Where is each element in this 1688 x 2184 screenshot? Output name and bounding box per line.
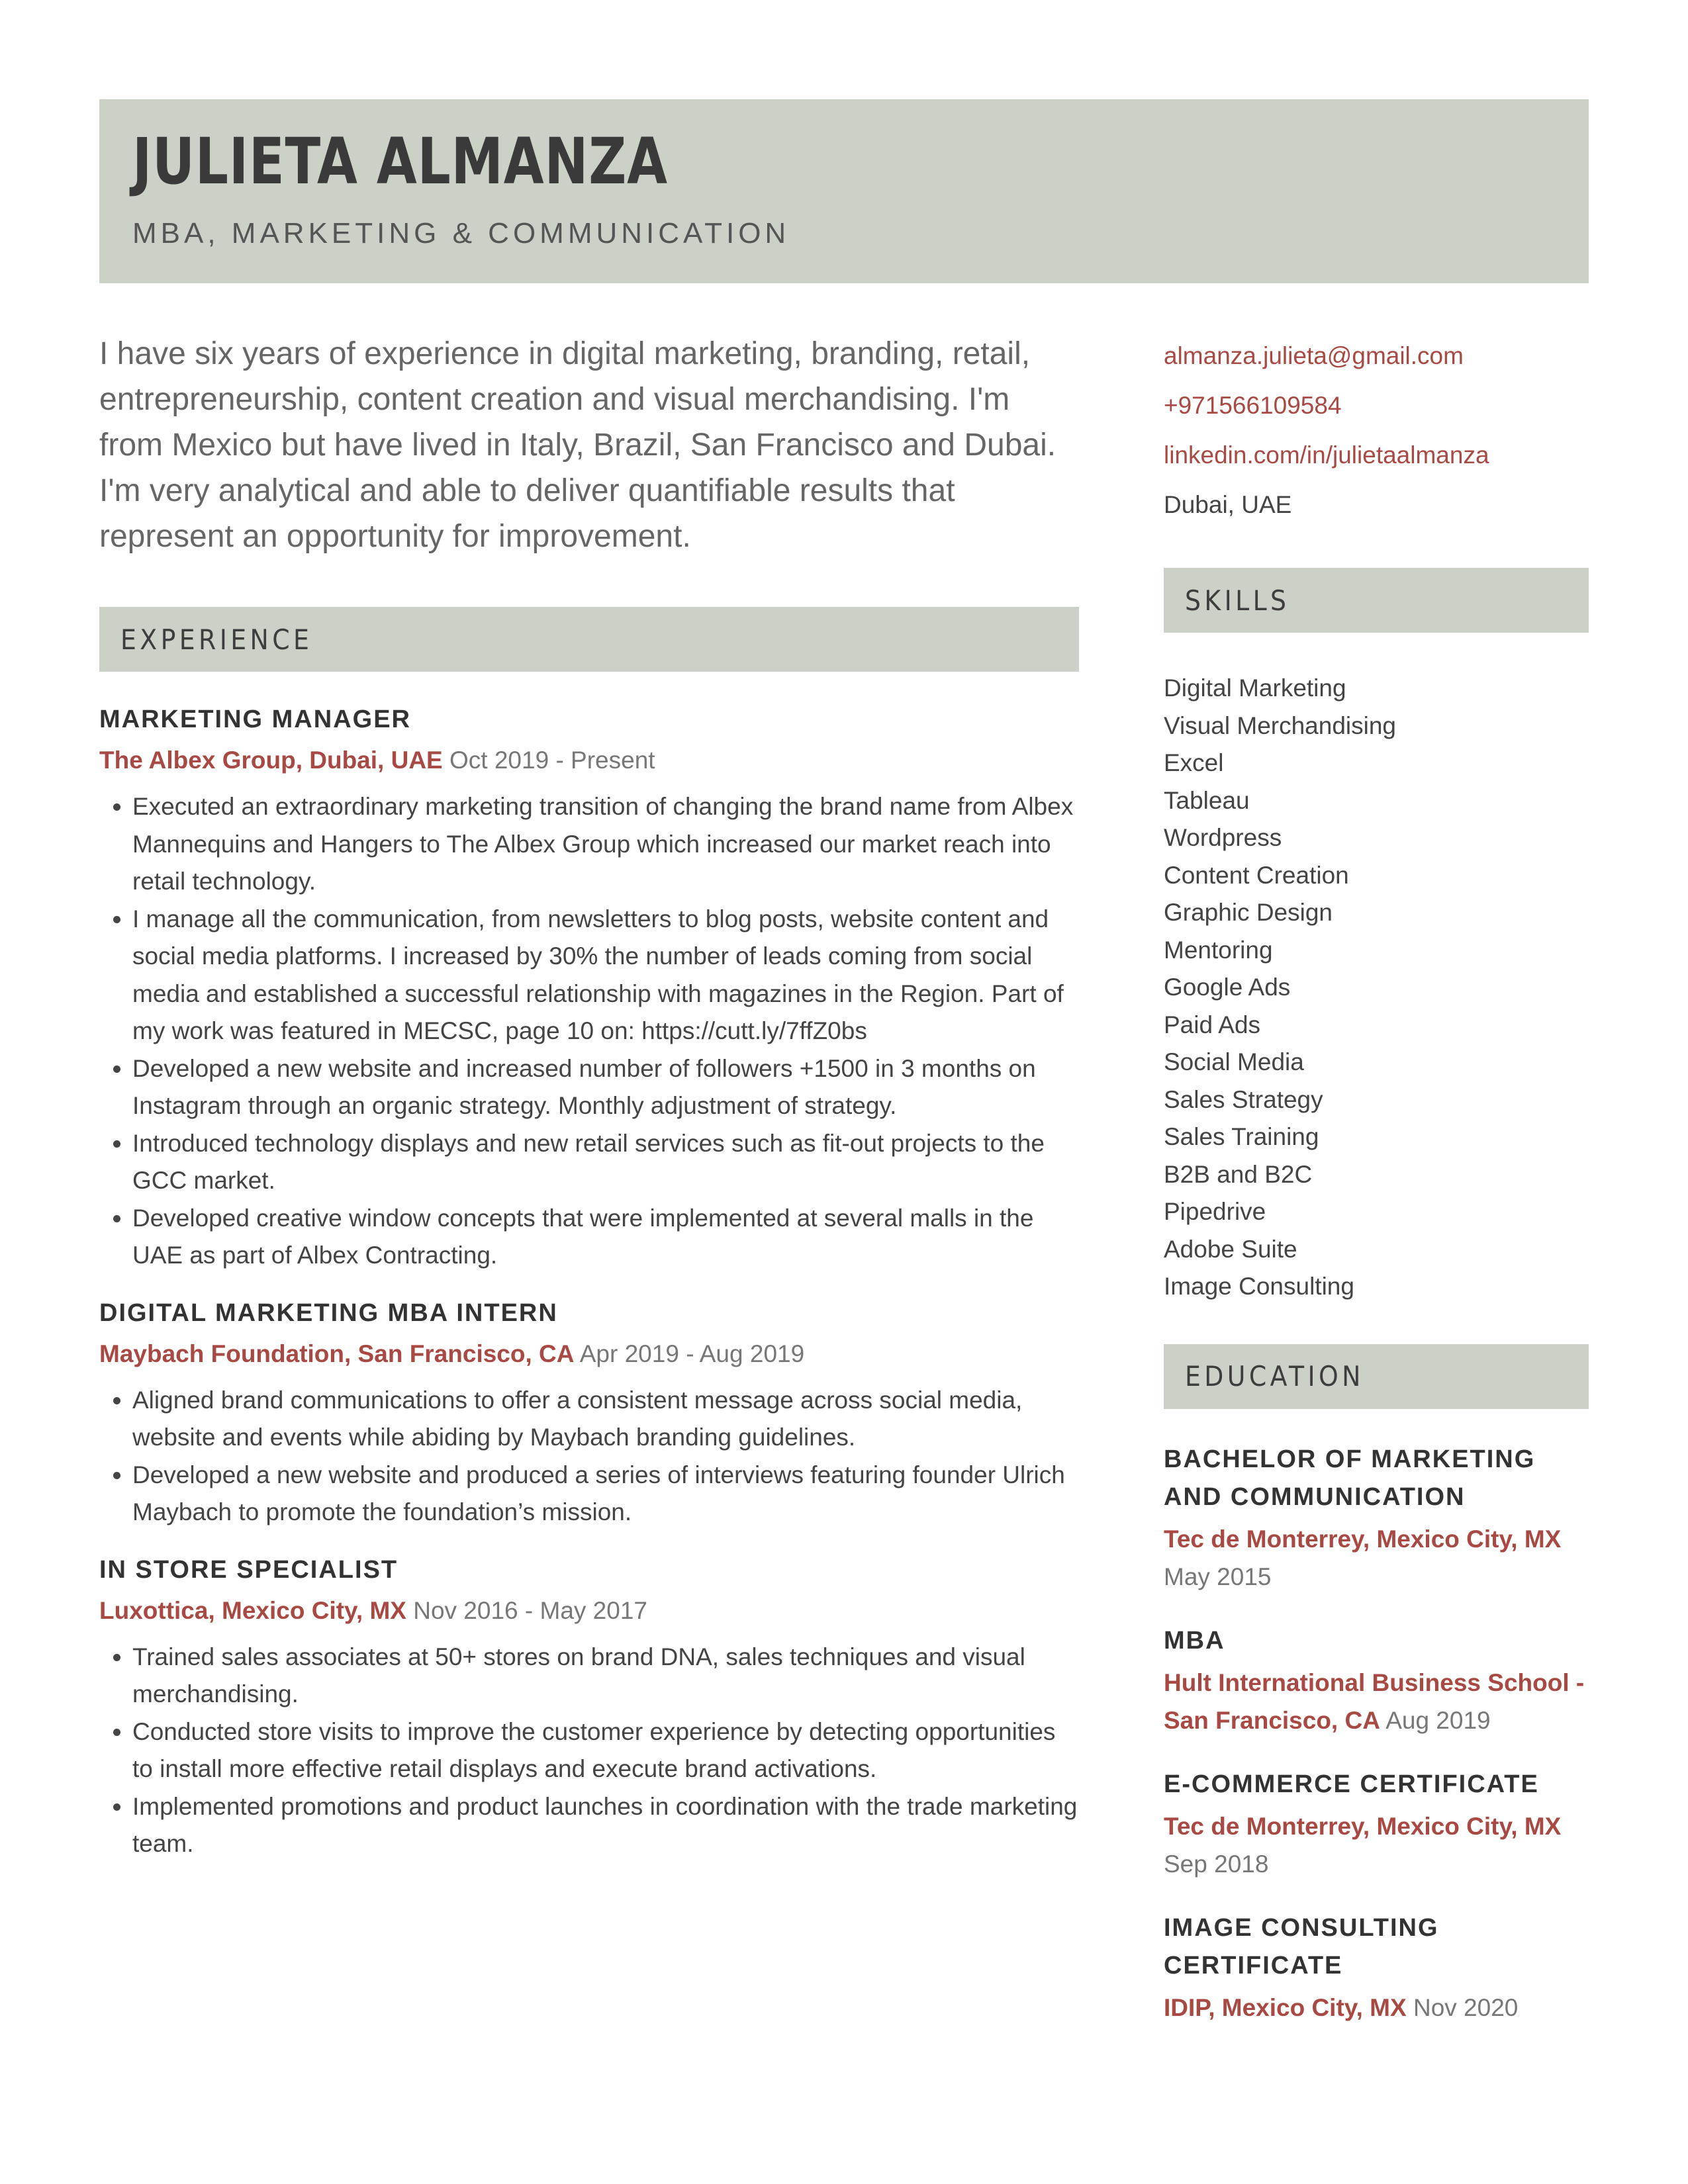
- skill-item: Paid Ads: [1164, 1011, 1261, 1038]
- skill-item: Mentoring: [1164, 936, 1273, 964]
- skill-item: Wordpress: [1164, 824, 1282, 851]
- school-name: Tec de Monterrey, Mexico City, MX: [1164, 1812, 1562, 1840]
- job-bullet: • Executed an extraordinary marketing transition of changing the brand name from Albex Mannequins and Hangers to The Albex Group which increased our market reach into retail technology.: [132, 788, 1079, 901]
- job-title: MARKETING MANAGER: [99, 705, 411, 733]
- skill-item: Pipedrive: [1164, 1198, 1266, 1225]
- job-organization: Maybach Foundation, San Francisco, CA: [99, 1340, 575, 1367]
- skill-item: B2B and B2C: [1164, 1160, 1313, 1188]
- experience-heading: EXPERIENCE: [120, 623, 313, 656]
- education-date: Aug 2019: [1385, 1706, 1491, 1734]
- sidebar-column: [1164, 331, 1589, 2026]
- job-bullet: • Conducted store visits to improve the customer experience by detecting opportunities to install more effective retail displays and execute brand activations.: [132, 1713, 1079, 1788]
- degree-title: BACHELOR OF MARKETING AND COMMUNICATION: [1164, 1445, 1536, 1511]
- profile-summary: I have six years of experience in digital marketing, branding, retail, entrepreneurship, content creation and visual merchandising. I'm from Mexico but have lived in Italy, Brazil, San Francisco and Dubai. I'm very analytical and able to deliver quantifiable results that represent an opportunity for improvement.: [99, 336, 1056, 554]
- school-line: [1164, 1664, 1589, 1739]
- education-entry: [1164, 1622, 1589, 1739]
- skill-item: Social Media: [1164, 1048, 1304, 1075]
- skill-item: Content Creation: [1164, 861, 1349, 889]
- email-link[interactable]: almanza.julieta@gmail.com: [1164, 342, 1464, 369]
- job-bullet: • Developed a new website and produced a series of interviews featuring founder Ulrich Maybach to promote the foundation’s mission.: [132, 1457, 1079, 1531]
- skills-heading: SKILLS: [1185, 584, 1290, 617]
- school-name: IDIP, Mexico City, MX: [1164, 1993, 1407, 2021]
- job-bullet: • I manage all the communication, from newsletters to blog posts, website content and social media platforms. I increased by 30% the number of leads coming from social media and established a successful relationship with magazines in the Region. Part of my work was featured in MECSC, page 10 on: https://cutt.ly/7ffZ0bs: [132, 901, 1079, 1050]
- skill-item: Sales Strategy: [1164, 1085, 1323, 1113]
- education-date: Nov 2020: [1413, 1993, 1519, 2021]
- job-title: IN STORE SPECIALIST: [99, 1555, 399, 1584]
- job-dates: Oct 2019 - Present: [449, 747, 655, 774]
- school-line: [1164, 1989, 1589, 2026]
- skill-item: Visual Merchandising: [1164, 711, 1397, 739]
- job-meta: [99, 1336, 1079, 1373]
- job-bullet: • Implemented promotions and product launches in coordination with the trade marketing team.: [132, 1788, 1079, 1863]
- school-name: Tec de Monterrey, Mexico City, MX: [1164, 1525, 1562, 1553]
- job-bullets: [99, 788, 1079, 1275]
- job-organization: The Albex Group, Dubai, UAE: [99, 747, 443, 774]
- main-column: [99, 331, 1079, 1863]
- job-bullet: • Introduced technology displays and new retail services such as fit-out projects to the GCC market.: [132, 1125, 1079, 1200]
- skill-item: Graphic Design: [1164, 899, 1333, 926]
- job-bullets: [99, 1382, 1079, 1531]
- candidate-tagline: MBA, MARKETING & COMMUNICATION: [132, 217, 790, 250]
- job-bullet: • Developed a new website and increased number of followers +1500 in 3 months on Instagram through an organic strategy. Monthly adjustment of strategy.: [132, 1050, 1079, 1125]
- education-entry: [1164, 1766, 1589, 1883]
- job-entry: [99, 1297, 1079, 1531]
- school-name: Hult International Business School - San Francisco, CA: [1164, 1668, 1585, 1734]
- education-heading: EDUCATION: [1185, 1360, 1364, 1392]
- job-dates: Apr 2019 - Aug 2019: [579, 1340, 805, 1367]
- education-entry: [1164, 1441, 1589, 1596]
- job-bullet: • Developed creative window concepts that were implemented at several malls in the UAE as part of Albex Contracting.: [132, 1200, 1079, 1275]
- degree-title: IMAGE CONSULTING CERTIFICATE: [1164, 1913, 1439, 1979]
- phone-link[interactable]: +971566109584: [1164, 392, 1342, 419]
- job-dates: Nov 2016 - May 2017: [413, 1596, 647, 1624]
- linkedin-link[interactable]: linkedin.com/in/julietaalmanza: [1164, 441, 1489, 469]
- skill-item: Digital Marketing: [1164, 674, 1346, 702]
- job-meta: [99, 1592, 1079, 1629]
- education-date: May 2015: [1164, 1563, 1272, 1590]
- job-meta: [99, 742, 1079, 779]
- job-bullet: • Aligned brand communications to offer a consistent message across social media, website and events while abiding by Maybach branding guidelines.: [132, 1382, 1079, 1457]
- skill-item: Google Ads: [1164, 974, 1291, 1001]
- skill-item: Excel: [1164, 749, 1224, 776]
- job-bullet: • Trained sales associates at 50+ stores on brand DNA, sales techniques and visual merchandising.: [132, 1639, 1079, 1713]
- location-text: Dubai, UAE: [1164, 491, 1292, 518]
- job-title: DIGITAL MARKETING MBA INTERN: [99, 1298, 558, 1327]
- degree-title: E-COMMERCE CERTIFICATE: [1164, 1770, 1539, 1798]
- candidate-name: JULIETA ALMANZA: [132, 124, 668, 199]
- skill-item: Tableau: [1164, 786, 1250, 814]
- skill-item: Image Consulting: [1164, 1273, 1354, 1300]
- job-entry: [99, 1554, 1079, 1863]
- education-date: Sep 2018: [1164, 1850, 1269, 1878]
- job-entry: [99, 704, 1079, 1275]
- job-organization: Luxottica, Mexico City, MX: [99, 1596, 406, 1624]
- resume-header: [99, 99, 1589, 283]
- skill-item: Sales Training: [1164, 1123, 1319, 1150]
- degree-title: MBA: [1164, 1626, 1225, 1655]
- contact-block: [1164, 331, 1589, 529]
- education-heading-bar: [1164, 1344, 1589, 1409]
- skills-heading-bar: [1164, 568, 1589, 633]
- skills-list: [1164, 670, 1589, 1306]
- skill-item: Adobe Suite: [1164, 1235, 1297, 1263]
- education-entry: [1164, 1909, 1589, 2026]
- job-bullets: [99, 1639, 1079, 1863]
- experience-heading-bar: [99, 607, 1079, 672]
